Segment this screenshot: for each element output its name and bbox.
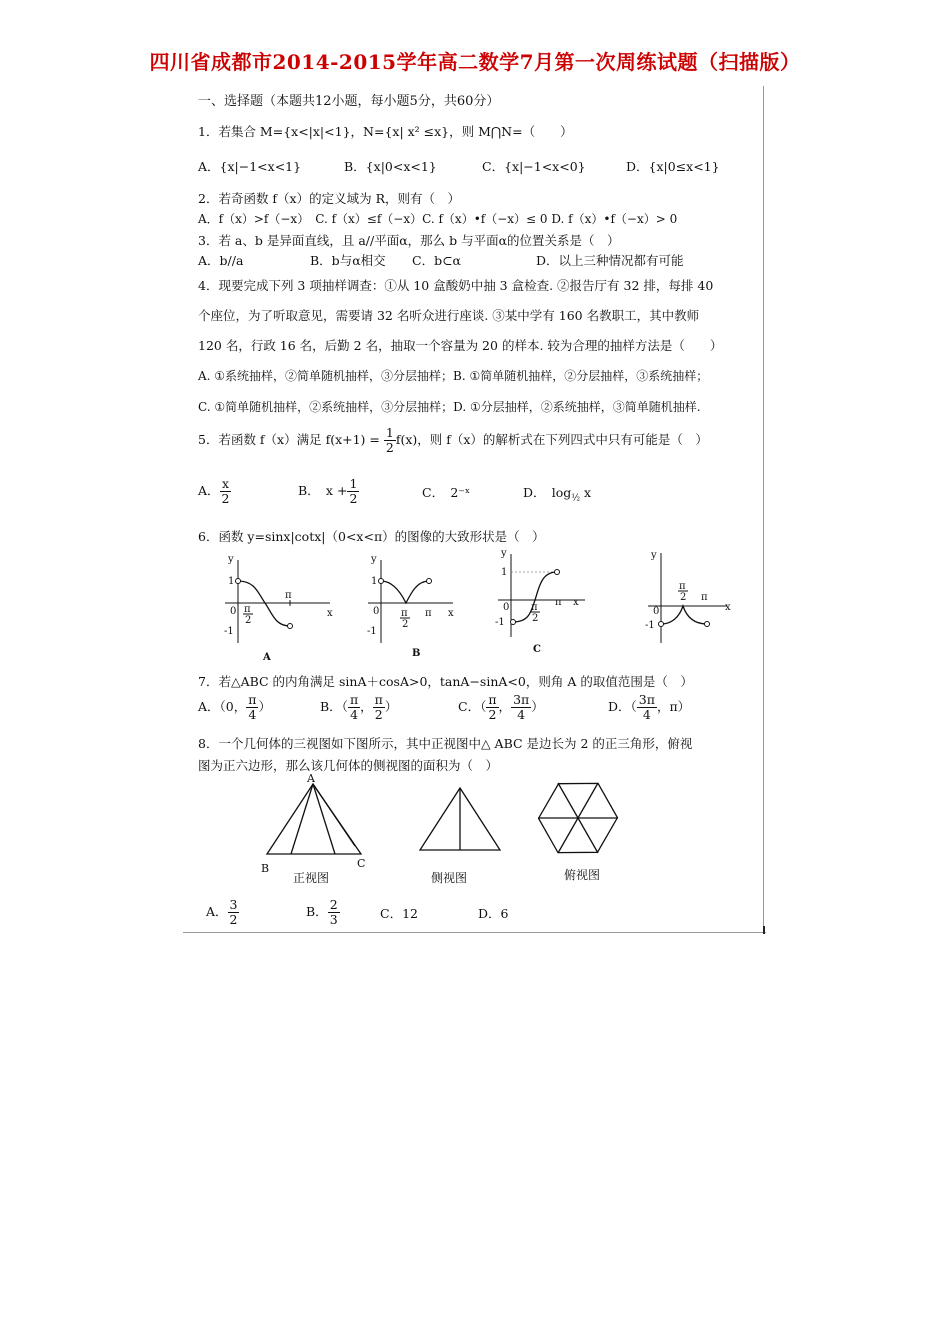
q5-option-a-fraction (220, 477, 232, 506)
q5-option-d-x: x (580, 485, 592, 500)
q1-option-d: D．{x|0≤x<1} (626, 159, 720, 174)
q8-option-a (206, 897, 239, 927)
q5-half-denominator: 2 (385, 440, 394, 455)
q6-a-pi2-n: π (244, 604, 251, 615)
q5-stem-part1: 5．若函数 f（x）满足 f(x+1) = (198, 432, 384, 447)
q6-graph-b (367, 554, 454, 659)
q7-c-fraction-2 (511, 693, 531, 722)
q7-d-numerator: 3π (638, 692, 655, 707)
q7-b-comma: ， (360, 699, 373, 714)
q6-c-y-label: y (501, 548, 507, 559)
q5-option-d-base: ½ (571, 493, 581, 504)
q6-graph-d (645, 550, 731, 643)
q4-line1: 4．现要完成下列 3 项抽样调查：①从 10 盒酸奶中抽 3 盒检查. ②报告厅有 32 排，每排 40 (198, 278, 714, 293)
q5-option-d (523, 483, 591, 504)
q7-c-comma: ， (498, 699, 512, 714)
q5-option-b-numerator: 1 (349, 476, 358, 491)
q7-c2-numerator: 3π (513, 692, 530, 707)
q7-b-fraction-1 (348, 693, 360, 722)
q5-option-a (198, 476, 231, 506)
q7-d-label: D．（ (608, 699, 637, 714)
scan-border-right (763, 86, 764, 931)
q6-graph-c (495, 548, 585, 655)
q4-line2: 个座位，为了听取意见，需要请 32 名听众进行座谈. ③某中学有 160 名教职工，其中教师 (198, 308, 700, 323)
q7-c2-denominator: 4 (517, 707, 526, 722)
q6-d-y-label: y (651, 550, 657, 561)
q8-a-denominator: 2 (229, 912, 238, 927)
q7-option-d (608, 692, 690, 722)
q8-line1: 8．一个几何体的三视图如下图所示，其中正视图中△ ABC 是边长为 2 的正三角形，俯视 (198, 736, 693, 751)
q8-b-numerator: 2 (329, 897, 338, 912)
q6-a-zero: 0 (230, 606, 237, 617)
q8-b-denominator: 3 (329, 912, 338, 927)
front-view-vertex-c: C (357, 857, 366, 870)
q7-c1-numerator: π (488, 692, 497, 707)
q5-stem (198, 425, 708, 455)
front-view-line-3 (313, 784, 355, 846)
q7-b2-numerator: π (374, 692, 383, 707)
front-view-vertex-a: A (307, 772, 315, 785)
q1-option-c: C．{x|−1<x<0} (482, 159, 586, 174)
q6-b-pi2-d: 2 (402, 619, 409, 630)
q6-c-pi2-d: 2 (532, 613, 539, 624)
q6-b-neg-one: -1 (367, 626, 377, 637)
q1-option-b: B．{x|0<x<1} (344, 159, 437, 174)
q6-a-x-label: x (327, 608, 333, 619)
q7-a-numerator: π (248, 692, 257, 707)
q8-a-fraction (228, 898, 240, 927)
q6-d-pi2-n: π (679, 581, 686, 592)
q7-b2-denominator: 2 (374, 707, 383, 722)
front-view-line-2 (313, 784, 335, 854)
q4-line3: 120 名，行政 16 名，后勤 2 名，抽取一个容量为 20 的样本. 较为合理的抽样方法是（ ） (198, 338, 723, 353)
q7-a-denominator: 4 (248, 707, 257, 722)
q2-stem: 2．若奇函数 f（x）的定义域为 R，则有（ ） (198, 191, 460, 206)
q6-d-zero: 0 (653, 606, 660, 617)
q6-a-y-label: y (228, 554, 234, 565)
q6-c-zero: 0 (503, 602, 510, 613)
q6-graph-a (224, 554, 333, 663)
q8-b-label: B． (306, 904, 328, 919)
q3-option-b: B．b与α相交 (310, 253, 386, 268)
q6-d-x-label: x (725, 602, 731, 613)
q6-c-neg-one: -1 (495, 617, 505, 628)
q5-option-b-fraction (347, 477, 359, 506)
scan-mark (763, 926, 765, 934)
q5-option-a-numerator: x (220, 477, 232, 492)
q7-a-label: A．（0， (198, 699, 247, 714)
q6-d-pi2-d: 2 (680, 592, 687, 603)
q7-a-close: ） (258, 699, 271, 714)
q2-options: A．f（x）>f（−x） C. f（x）≤f（−x）C. f（x）•f（−x）≤ 0 D. f（x）•f（−x）> 0 (198, 212, 678, 226)
q5-option-b-denominator: 2 (349, 491, 358, 506)
q4-options-ab: A. ①系统抽样，②简单随机抽样，③分层抽样；B. ①简单随机抽样，②分层抽样，③系统抽样； (198, 369, 709, 383)
side-view-caption: 侧视图 (431, 871, 468, 885)
q8-b-fraction (328, 898, 340, 927)
top-view-caption: 俯视图 (564, 868, 601, 882)
q7-option-a (198, 692, 271, 722)
q7-b-label: B．（ (320, 699, 348, 714)
scan-border-bottom (183, 932, 766, 933)
q6-graphs (215, 548, 745, 663)
q6-b-y-label: y (371, 554, 377, 565)
q6-b-pi: π (425, 608, 432, 619)
q7-stem: 7．若△ABC 的内角满足 sinA＋cosA>0，tanA−sinA<0，则角 A 的取值范围是（ ） (198, 674, 693, 689)
q7-c-label: C．（ (458, 699, 487, 714)
q8-a-numerator: 3 (229, 897, 238, 912)
q6-c-label: C (533, 644, 541, 655)
q7-d-fraction (637, 693, 657, 722)
top-view-hexagon (529, 772, 628, 870)
q3-stem: 3．若 a、b 是异面直线，且 a//平面α，那么 b 与平面α的位置关系是（ ） (198, 233, 620, 248)
q6-c-x-label: x (573, 597, 579, 608)
q5-option-a-label: A． (198, 483, 220, 498)
q4-options-cd: C. ①简单随机抽样，②系统抽样，③分层抽样；D. ①分层抽样，②系统抽样，③简单随机抽样. (198, 400, 701, 414)
q1-stem: 1．若集合 M={x<|x|<1}，N={x| x² ≤x}，则 M⋂N=（ ） (198, 124, 573, 139)
q8-line2: 图为正六边形，那么该几何体的侧视图的面积为（ ） (198, 758, 499, 773)
q7-b-close: ） (384, 699, 398, 714)
q8-a-label: A． (206, 904, 228, 919)
q7-a-fraction (246, 693, 258, 722)
q7-option-b (320, 692, 397, 722)
q6-c-one: 1 (501, 567, 508, 578)
q5-option-b-label: B． x + (298, 483, 348, 498)
q5-option-c: C． 2⁻ˣ (422, 485, 471, 500)
q8-option-b (306, 897, 340, 927)
q5-option-b (298, 476, 359, 506)
q5-half-numerator: 1 (385, 425, 394, 440)
q6-a-neg-one: -1 (224, 626, 234, 637)
q6-b-x-label: x (448, 608, 454, 619)
q7-d-denominator: 4 (642, 707, 651, 722)
q7-c-close: ） (531, 699, 544, 714)
q7-b1-numerator: π (349, 692, 359, 707)
q6-a-pi2-d: 2 (245, 615, 252, 626)
front-view-caption: 正视图 (293, 871, 330, 885)
q6-d-pi: π (701, 592, 708, 603)
q7-c-fraction-1 (486, 693, 498, 722)
q3-option-d: D．以上三种情况都有可能 (536, 253, 684, 268)
q6-a-one: 1 (228, 576, 235, 587)
q3-option-a: A．b//a (198, 253, 244, 268)
page-title: 四川省成都市2014-2015学年高二数学7月第一次周练试题（扫描版） (149, 50, 801, 74)
q6-b-pi2-n: π (401, 608, 408, 619)
q5-stem-part2: f(x)，则 f（x）的解析式在下列四式中只有可能是（ ） (395, 432, 708, 447)
q6-a-pi: π (285, 590, 292, 601)
q7-c1-denominator: 2 (488, 707, 497, 722)
front-view-vertex-b: B (261, 862, 270, 875)
q5-half-fraction (384, 426, 396, 455)
q6-stem: 6．函数 y=sinx|cotx|（0<x<π）的图像的大致形状是（ ） (198, 529, 545, 544)
q3-option-c: C．b⊂α (412, 253, 461, 268)
q5-option-a-denominator: 2 (221, 491, 230, 506)
front-view-line-1 (291, 784, 313, 854)
q1-option-a: A．{x|−1<x<1} (198, 159, 302, 174)
q6-b-zero: 0 (373, 606, 380, 617)
q6-c-pi2-n: π (531, 602, 538, 613)
q8-option-c: C．12 (380, 906, 418, 921)
q6-a-label: A (263, 652, 271, 663)
q6-b-label: B (412, 648, 421, 659)
q6-c-pi: π (555, 597, 562, 608)
q7-option-c (458, 692, 544, 722)
q7-b1-denominator: 4 (350, 707, 359, 722)
q5-option-d-label: D． log (523, 485, 572, 500)
q7-d-tail: ，π） (656, 699, 691, 714)
q8-option-d: D．6 (478, 906, 509, 921)
q6-b-one: 1 (371, 576, 378, 587)
front-view-triangle (267, 784, 361, 854)
section-heading: 一、选择题（本题共12小题，每小题5分，共60分） (198, 94, 500, 109)
q7-b-fraction-2 (373, 693, 385, 722)
q6-d-neg-one: -1 (645, 620, 655, 631)
